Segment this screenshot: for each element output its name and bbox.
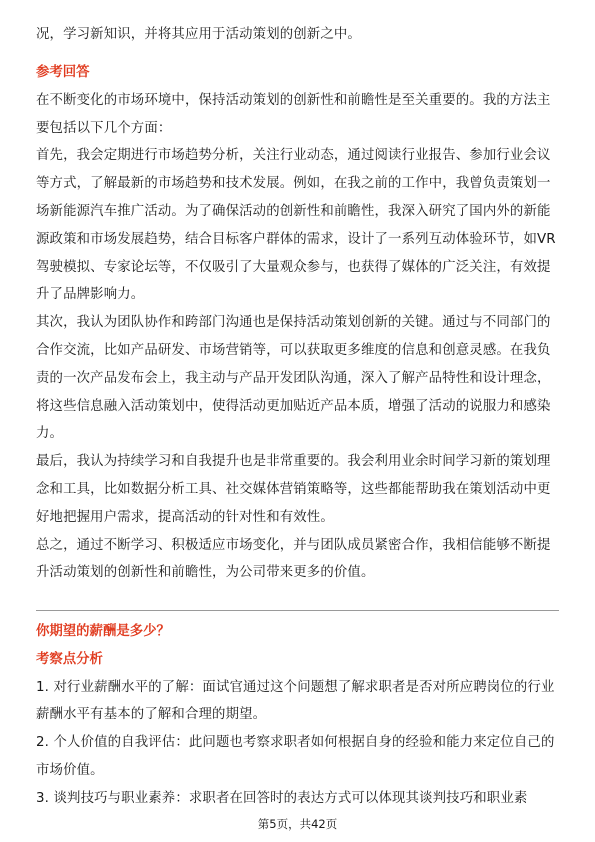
answer-heading: 参考回答 (36, 65, 90, 80)
question-title: 你期望的薪酬是多少？ (36, 624, 170, 639)
answer-paragraph: 首先，我会定期进行市场趋势分析，关注行业动态，通过阅读行业报告、参加行业会议等方式，了解最新的市场趋势和技术发展。例如，在我之前的工作中，我曾负责策划一场新能源汽车推广活动。为了确保活动的创新性和前瞻性，我深入研究了国内外的新能源政策和市场发展趋势，结合目标客户群体的需求，设计了一系列互动体验环节，如VR驾驶模拟、专家论坛等，不仅吸引了大量观众参与，也获得了媒体的广泛关注，有效提升了品牌影响力。 (36, 148, 556, 303)
answer-paragraph: 在不断变化的市场环境中，保持活动策划的创新性和前瞻性是至关重要的。我的方法主要包括以下几个方面： (36, 92, 551, 136)
analysis-heading: 考察点分析 (36, 651, 103, 667)
page-number: 第5页，共42页 (257, 817, 338, 831)
analysis-point: 2. 个人价值的自我评估：此问题也考察求职者如何根据自身的经验和能力来定位自己的市场价值。 (36, 735, 555, 778)
question-section (36, 618, 559, 813)
answer-section (36, 59, 559, 587)
section-divider (36, 610, 559, 611)
continuation-text (36, 21, 559, 49)
answer-paragraph: 总之，通过不断学习、积极适应市场变化，并与团队成员紧密合作，我相信能够不断提升活动策划的创新性和前瞻性，为公司带来更多的价值。 (36, 537, 551, 581)
analysis-point: 1. 对行业薪酬水平的了解：面试官通过这个问题想了解求职者是否对所应聘岗位的行业薪酬水平有基本的了解和合理的期望。 (36, 679, 555, 723)
analysis-point: 3. 谈判技巧与职业素养：求职者在回答时的表达方式可以体现其谈判技巧和职业素 (36, 790, 528, 806)
continuation-paragraph: 况，学习新知识，并将其应用于活动策划的创新之中。 (36, 27, 361, 42)
answer-paragraph: 其次，我认为团队协作和跨部门沟通也是保持活动策划创新的关键。通过与不同部门的合作交流，比如产品研发、市场营销等，可以获取更多维度的信息和创意灵感。在我负责的一次产品发布会上，我主动与产品开发团队沟通，深入了解产品特性和设计理念，将这些信息融入活动策划中，使得活动更加贴近产品本质，增强了活动的说服力和感染力。 (36, 315, 551, 442)
answer-paragraph: 最后，我认为持续学习和自我提升也是非常重要的。我会利用业余时间学习新的策划理念和工具，比如数据分析工具、社交媒体营销策略等，这些都能帮助我在策划活动中更好地把握用户需求，提高活动的针对性和有效性。 (36, 454, 551, 525)
